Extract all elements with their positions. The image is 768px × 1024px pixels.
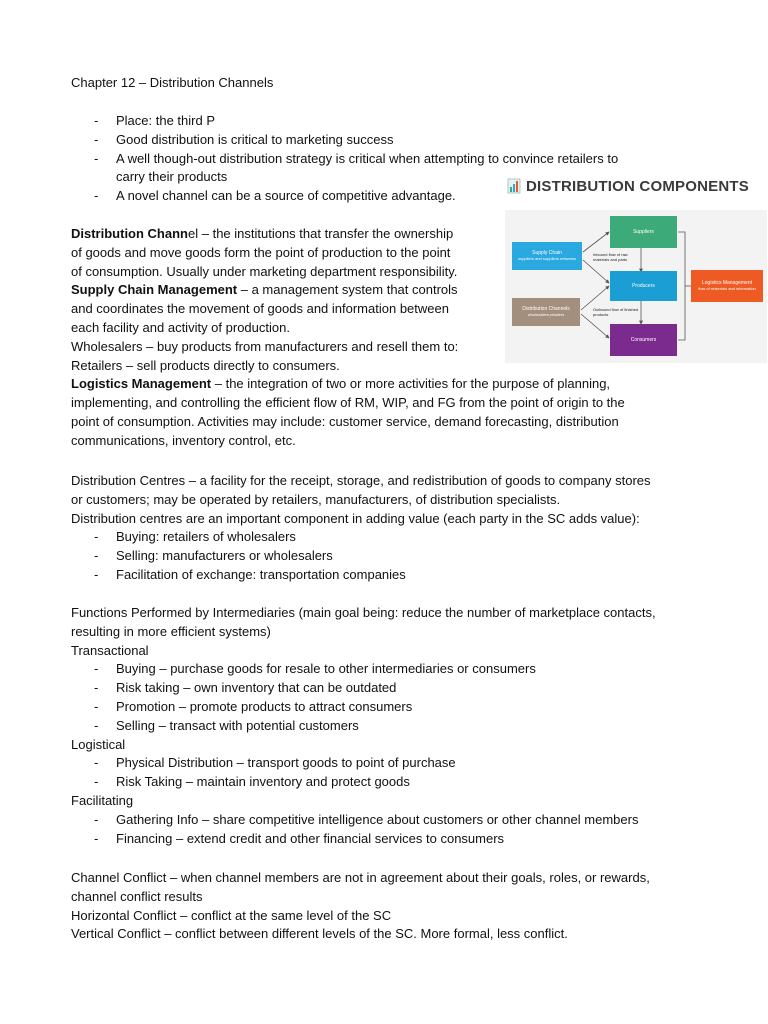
consumers-box [610,324,677,356]
conflict-line: channel conflict results [71,888,203,904]
dc-line: Distribution centres are an important component in adding value (each party in the SC adds value): [71,510,640,526]
chart-icon [507,178,521,194]
suppliers-label: Suppliers [633,229,654,235]
transactional-bullet: - Promotion – promote products to attract consumers [71,698,656,717]
wholesalers-def: Wholesalers – buy products from manufacturers and resell them to: [71,338,459,354]
channel-conflict-section [71,869,650,944]
distribution-components-diagram [505,210,767,363]
dc-line: or customers; may be operated by retailers, manufacturers, of distribution specialists. [71,491,561,507]
supply-chain-box [512,242,582,270]
scm-def-line: each facility and activity of production. [71,319,290,335]
dc-bullet: - Buying: retailers of wholesalers [71,528,651,547]
scm-def: – a management system that controls [237,282,458,298]
scm-term: Supply Chain Management [71,282,238,298]
distribution-channels-label: Distribution Channels [522,306,570,312]
dist-channel-term-tail: el [188,226,199,241]
logistics-def-line: implementing, and controlling the efficient flow of RM, WIP, and FG from the point of origin to the [71,395,625,411]
inbound-flow-note: Inbound flow of raw materials and parts [593,252,628,262]
dc-line: Distribution Centres – a facility for the receipt, storage, and redistribution of goods to company stores [71,473,651,488]
logistical-heading: Logistical [71,736,126,752]
transactional-bullet: - Selling – transact with potential customers [71,717,656,736]
logistics-management-sublabel: flow of materials and information [698,286,756,291]
dc-bullet: - Facilitation of exchange: transportation companies [71,566,651,585]
intro-bullet: - A well though-out distribution strategy is critical when attempting to convince retailers to [71,150,618,169]
logistics-management-label: Logistics Management [701,280,753,286]
dc-bullet: - Selling: manufacturers or wholesalers [71,547,651,566]
supply-chain-sublabel: suppliers and suppliers networks [517,256,577,261]
functions-line: Functions Performed by Intermediaries (main goal being: reduce the number of marketplace contacts, [71,605,656,620]
producers-box [610,271,677,301]
horizontal-conflict: Horizontal Conflict – conflict at the same level of the SC [71,907,392,923]
suppliers-box [610,216,677,248]
conflict-line: Channel Conflict – when channel members are not in agreement about their goals, roles, or rewards, [71,870,650,885]
logistics-def-line: communications, inventory control, etc. [71,432,296,448]
vertical-conflict: Vertical Conflict – conflict between different levels of the SC. More formal, less conflict. [71,926,568,942]
logistics-def: – the integration of two or more activities for the purpose of planning, [211,376,611,392]
logistical-bullet: - Physical Distribution – transport goods to point of purchase [71,754,656,773]
producers-label: Producers [632,283,655,289]
functions-line: resulting in more efficient systems) [71,623,271,639]
diagram-title: DISTRIBUTION COMPONENTS [526,178,749,195]
transactional-bullet: - Buying – purchase goods for resale to other intermediaries or consumers [71,660,656,679]
dist-channel-def: – the institutions that transfer the ownership [198,226,454,241]
logistics-term: Logistics Management [71,376,212,392]
outbound-flow-note: Outbound flow of finished products [593,307,639,317]
intro-bullet-continuation: carry their products [116,169,228,185]
distribution-channels-box [512,298,580,326]
logistics-def-line: point of consumption. Activities may include: customer service, demand forecasting, distribution [71,413,619,429]
facilitating-bullet: - Gathering Info – share competitive intelligence about customers or other channel members [71,811,656,830]
distribution-channels-sublabel: wholesalers,retailers [527,312,565,317]
transactional-heading: Transactional [71,642,149,658]
dist-channel-term: Distribution Chann [71,226,188,241]
facilitating-heading: Facilitating [71,792,134,808]
consumers-label: Consumers [630,337,657,343]
logistics-management-box [691,270,763,302]
scm-def-line: and coordinates the movement of goods and information between [71,301,449,317]
supply-chain-label: Supply Chain [532,250,562,256]
logistics-def-line [71,375,625,394]
logistical-bullet: - Risk Taking – maintain inventory and protect goods [71,773,656,792]
dist-channel-def-line: of consumption. Usually under marketing department responsibility. [71,263,458,279]
retailers-def: Retailers – sell products directly to consumers. [71,357,340,373]
intro-bullet: - A novel channel can be a source of competitive advantage. [71,187,618,206]
transactional-bullet: - Risk taking – own inventory that can be outdated [71,679,656,698]
chapter-heading: Chapter 12 – Distribution Channels [71,75,274,90]
dist-channel-def-line: of goods and move goods form the point of production to the point [71,244,451,260]
distribution-centres-section [71,472,651,585]
intro-bullet: - Good distribution is critical to marketing success [71,131,618,150]
intro-bullet: - Place: the third P [71,112,618,131]
intermediary-functions-section [71,604,656,848]
facilitating-bullet: - Financing – extend credit and other financial services to consumers [71,830,656,849]
